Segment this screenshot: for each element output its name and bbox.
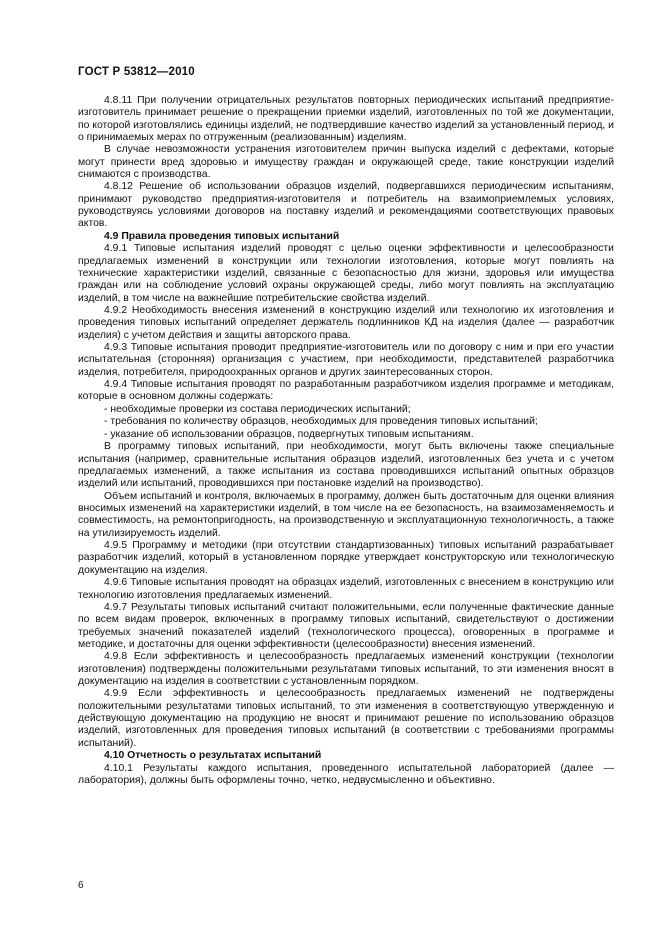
paragraph-4-8-11: 4.8.11 При получении отрицательных результатов повторных периодических испытаний предприятие-изготовитель принимает решение о прекращении приемки изделий, изготовленных по той же документации, по которой изготовлялись единицы изделий, не подтвердившие качество изделий за установленный период, и о принимаемых мерах по отгруженным (реализованным) изделиям. — [78, 95, 614, 143]
paragraph-4-9-3: 4.9.3 Типовые испытания проводит предприятие-изготовитель или по договору с ним и при его участии испытательная (сторонняя) организация с участием, при необходимости, представителей разработчика изделия, потребителя, природоохранных органов и других заинтересованных сторон. — [78, 342, 614, 378]
paragraph-4-9-9: 4.9.9 Если эффективность и целесообразность предлагаемых изменений не подтверждены положительными результатами типовых испытаний, то эти изменения в соответствующую утвержденную и действующую документацию на продукцию не вносят и принимают решение по использованию образцов изделий, изготовленных для проведения типовых испытаний (в соответствии с требованиями программы испытаний). — [78, 688, 614, 749]
section-heading-4-9: 4.9 Правила проведения типовых испытаний — [104, 230, 340, 242]
paragraph-4-9-8: 4.9.8 Если эффективность и целесообразность предлагаемых изменений конструкции (технологии изготовления) подтверждены положительными результатами типовых испытаний, то эти изменения вносят в документацию на изделия в соответствии с установленным порядком. — [78, 651, 614, 687]
paragraph-4-9-4: 4.9.4 Типовые испытания проводят по разработанным разработчиком изделия программе и методикам, которые в основном должны содержать: — [78, 379, 614, 403]
standard-header: ГОСТ Р 53812—2010 — [78, 66, 195, 78]
paragraph-4-9-1: 4.9.1 Типовые испытания изделий проводят с целью оценки эффективности и целесообразности предлагаемых изменений в конструкции или технологии изготовления, которые могут повлиять на технические характеристики изделий, связанные с безопасностью для жизни, здоровья или имущества граждан или на соблюдение условий охраны окружающей среды, либо могут повлиять на эксплуатацию изделий, в том числе на важнейшие потребительские свойства изделий. — [78, 243, 614, 304]
list-item: - необходимые проверки из состава периодических испытаний; — [104, 403, 411, 415]
document-body — [78, 95, 614, 787]
paragraph-4-10-1: 4.10.1 Результаты каждого испытания, проведенного испытательной лабораторией (далее — лаборатория), должны быть оформлены точно, четко, недвусмысленно и объективно. — [78, 762, 614, 786]
paragraph-4-9-7: 4.9.7 Результаты типовых испытаний считают положительными, если полученные фактические данные по всем видам проверок, включенных в программу типовых испытаний, свидетельствуют о достижении требуемых значений показателей изделий (технологического процесса), оговоренных в программе и методике, и достаточны для оценки эффективности (целесообразности) внесения изменений. — [78, 601, 614, 650]
list-item: - указание об использовании образцов, подвергнутых типовым испытаниям. — [104, 428, 474, 440]
paragraph-4-9-2: 4.9.2 Необходимость внесения изменений в конструкцию изделий или технологию их изготовления и проведения типовых испытаний определяет держатель подлинников КД на изделия (далее — разработчик изделия) с учетом действия и защиты авторского права. — [78, 304, 614, 341]
page-number: 6 — [78, 880, 84, 891]
list-item: - требования по количеству образцов, необходимых для проведения типовых испытаний; — [104, 416, 538, 428]
paragraph-4-9-6: 4.9.6 Типовые испытания проводят на образцах изделий, изготовленных с внесением в конструкцию или технологию изготовления предлагаемых изменений. — [78, 577, 614, 601]
paragraph: В случае невозможности устранения изготовителем причин выпуска изделий с дефектами, которые могут принести вред здоровью и имуществу граждан и окружающей среде, такие конструкции изделий снимаются с производства. — [78, 144, 614, 180]
paragraph: В программу типовых испытаний, при необходимости, могут быть включены также специальные испытания (например, сравнительные испытания образцов изделий, изготовленных без учета и с учетом предлагаемых изменений, а также испытания из состава проводившихся испытаний опытных образцов изделий или испытаний, проводившихся при постановке изделий на производство). — [78, 441, 614, 490]
paragraph-4-9-5: 4.9.5 Программу и методики (при отсутствии стандартизованных) типовых испытаний разрабатывает разработчик изделий, который в установленном порядке утверждает конструкторскую или технологическую документацию на изделия. — [78, 540, 614, 576]
section-heading-4-10: 4.10 Отчетность о результатах испытаний — [104, 750, 322, 762]
paragraph-4-8-12: 4.8.12 Решение об использовании образцов изделий, подвергавшихся периодическим испытаниям, принимают руководство предприятия-изготовителя и потребитель на взаимоприемлемых условиях, руководствуясь условиями договоров на поставку изделий и рекомендациями соответствующих правовых актов. — [78, 181, 614, 230]
paragraph: Объем испытаний и контроля, включаемых в программу, должен быть достаточным для оценки влияния вносимых изменений на характеристики изделий, в том числе на ее безопасность, на взаимозаменяемость и совместимость, на ремонтопригодность, на производственную и эксплуатационную технологичность, а также на утилизируемость изделий. — [78, 490, 614, 539]
